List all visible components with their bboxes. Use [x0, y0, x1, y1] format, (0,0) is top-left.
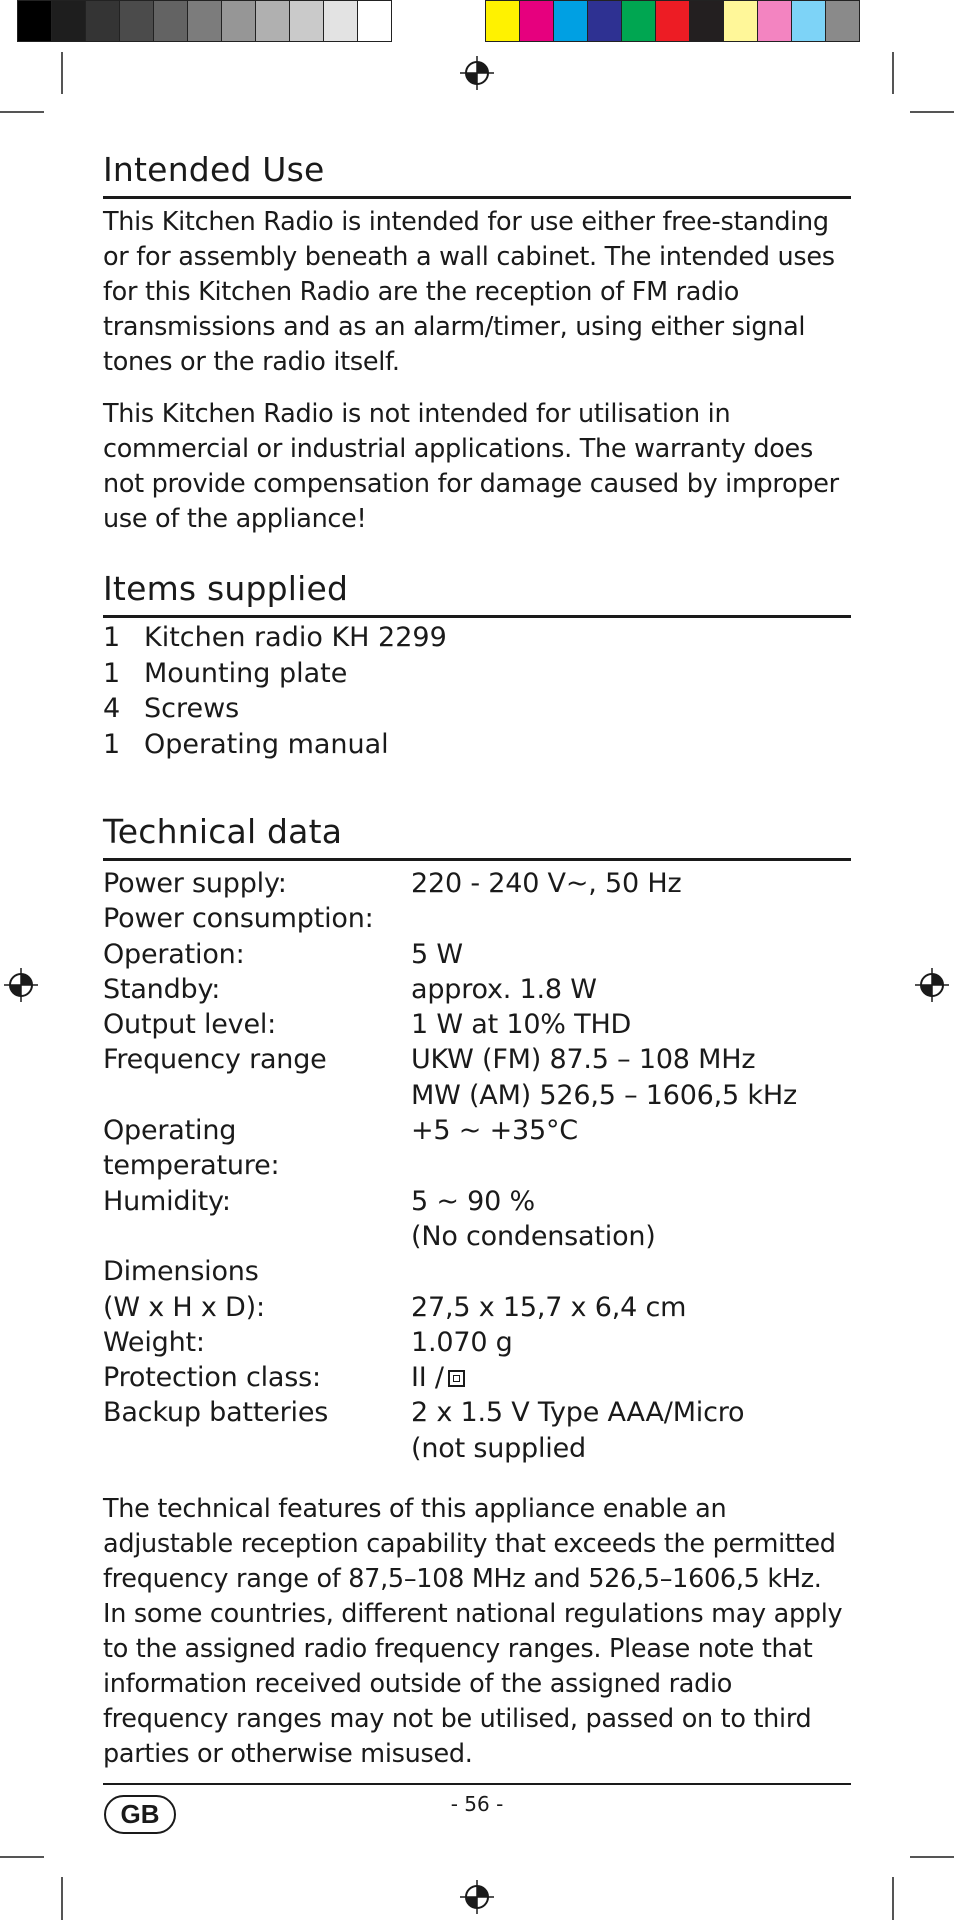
list-item [103, 691, 851, 727]
color-swatch [554, 0, 588, 42]
list-item [103, 656, 851, 692]
crop-mark [892, 1877, 894, 1920]
color-swatch [17, 0, 52, 42]
spec-label [103, 1431, 411, 1466]
intended-use-section [103, 148, 851, 537]
crop-mark [61, 52, 63, 94]
item-name: Kitchen radio KH 2299 [144, 622, 447, 653]
item-quantity: 1 [103, 657, 121, 689]
table-row [103, 1254, 797, 1289]
table-row [103, 1113, 797, 1184]
table-row [103, 1184, 797, 1219]
spec-label [103, 1219, 411, 1254]
spec-label: Standby: [103, 973, 221, 1005]
heading-rule [103, 858, 851, 861]
footer-rule [103, 1783, 851, 1785]
spec-label: Operating temperature: [103, 1115, 280, 1182]
spec-label: Power supply: [103, 868, 287, 899]
color-swatch [256, 0, 290, 42]
item-name: Mounting plate [144, 657, 348, 689]
registration-mark-icon [4, 968, 38, 1002]
registration-mark-icon [460, 1880, 494, 1914]
item-name: Screws [144, 693, 240, 724]
spec-label: Weight: [103, 1326, 205, 1358]
spec-value: MW (AM) 526,5 – 1606,5 kHz [411, 1079, 797, 1111]
color-swatch [826, 0, 860, 42]
crop-mark [892, 52, 894, 94]
color-swatch [222, 0, 256, 42]
spec-label: Operation: [103, 938, 245, 970]
technical-data-section [103, 810, 851, 1772]
items-list [103, 620, 851, 762]
spec-value: (not supplied [411, 1432, 586, 1464]
color-swatch [358, 0, 392, 42]
registration-mark-icon [915, 968, 949, 1002]
table-row [103, 972, 797, 1007]
page-number: - 56 - [450, 1792, 504, 1816]
color-swatch [290, 0, 324, 42]
color-swatch [758, 0, 792, 42]
table-row [103, 1325, 797, 1360]
crop-mark [910, 1856, 954, 1858]
item-quantity: 1 [103, 622, 121, 653]
list-item [103, 620, 851, 656]
spec-value: 220 - 240 V~, 50 Hz [411, 868, 682, 899]
spec-label: Output level: [103, 1009, 277, 1041]
color-swatch [520, 0, 554, 42]
color-swatch [792, 0, 826, 42]
list-item [103, 727, 851, 763]
table-row [103, 1431, 797, 1466]
items-supplied-section [103, 567, 851, 762]
spec-value: 27,5 x 15,7 x 6,4 cm [411, 1291, 687, 1323]
color-swatch [188, 0, 222, 42]
spec-value: 5 W [411, 938, 463, 970]
color-swatch [154, 0, 188, 42]
intended-use-paragraph-2: This Kitchen Radio is not intended for utilisation in commercial or industrial applications. The warranty does not provide compensation for damage caused by improper use of the appliance! [103, 399, 839, 534]
table-row [103, 1007, 797, 1042]
section-heading: Technical data [103, 812, 343, 851]
section-heading: Intended Use [103, 150, 325, 189]
item-quantity: 4 [103, 693, 121, 724]
spec-value: (No condensation) [411, 1220, 656, 1252]
process-color-bar [485, 0, 860, 42]
spec-label: Frequency range [103, 1044, 327, 1076]
spec-value: +5 ~ +35°C [411, 1115, 578, 1147]
color-swatch [52, 0, 86, 42]
item-name: Operating manual [144, 728, 389, 760]
spec-value: approx. 1.8 W [411, 973, 597, 1005]
spec-value [411, 1254, 797, 1289]
intended-use-paragraph-1: This Kitchen Radio is intended for use either free-standing or for assembly beneath a wall cabinet. The intended uses for this Kitchen Radio are the reception of FM radio transmissions and as an alarm/timer, using either signal tones or the radio itself. [103, 207, 835, 377]
heading-rule [103, 196, 851, 199]
spec-value [411, 901, 797, 936]
section-heading: Items supplied [103, 569, 349, 608]
spec-value: II / [411, 1362, 444, 1394]
color-swatch [622, 0, 656, 42]
heading-rule [103, 615, 851, 618]
table-row [103, 1219, 797, 1254]
crop-mark [61, 1877, 63, 1920]
spec-label: (W x H x D): [103, 1291, 265, 1323]
table-row [103, 1360, 797, 1395]
spec-label: Backup batteries [103, 1397, 329, 1429]
spec-label: Protection class: [103, 1362, 321, 1394]
crop-mark [0, 111, 44, 113]
color-swatch [324, 0, 358, 42]
grayscale-color-bar [17, 0, 392, 42]
table-row [103, 901, 797, 936]
color-swatch [588, 0, 622, 42]
spec-label: Humidity: [103, 1185, 231, 1217]
table-row [103, 1078, 797, 1113]
color-swatch [656, 0, 690, 42]
technical-data-table [103, 866, 797, 1466]
technical-note-paragraph: The technical features of this appliance enable an adjustable reception capability that exceeds the permitted frequency range of 87,5–108 MHz and 526,5–1606,5 kHz. In some countries, different national regulations may apply to the assigned radio frequency ranges. Please note that information received outside of the assigned radio frequency ranges may not be utilised, passed on to third parties or otherwise misused. [103, 1494, 843, 1770]
spec-label: Power consumption: [103, 903, 374, 935]
color-swatch [86, 0, 120, 42]
country-badge: GB [104, 1795, 176, 1834]
spec-value: 1 W at 10% THD [411, 1009, 632, 1041]
spec-value: UKW (FM) 87.5 – 108 MHz [411, 1044, 756, 1076]
table-row [103, 1042, 797, 1077]
color-swatch [724, 0, 758, 42]
color-swatch [120, 0, 154, 42]
crop-mark [0, 1856, 44, 1858]
protection-class-ii-icon [448, 1370, 465, 1387]
spec-value: 2 x 1.5 V Type AAA/Micro [411, 1397, 745, 1429]
crop-mark [910, 111, 954, 113]
item-quantity: 1 [103, 728, 121, 760]
table-row [103, 937, 797, 972]
spec-label: Dimensions [103, 1256, 259, 1288]
spec-label [103, 1078, 411, 1113]
registration-mark-icon [460, 56, 494, 90]
spec-value: 1.070 g [411, 1326, 513, 1358]
table-row [103, 866, 797, 901]
spec-value: 5 ~ 90 % [411, 1185, 535, 1217]
color-swatch [485, 0, 520, 42]
color-swatch [690, 0, 724, 42]
table-row [103, 1395, 797, 1430]
table-row [103, 1290, 797, 1325]
spec-value-cell [411, 1360, 797, 1395]
